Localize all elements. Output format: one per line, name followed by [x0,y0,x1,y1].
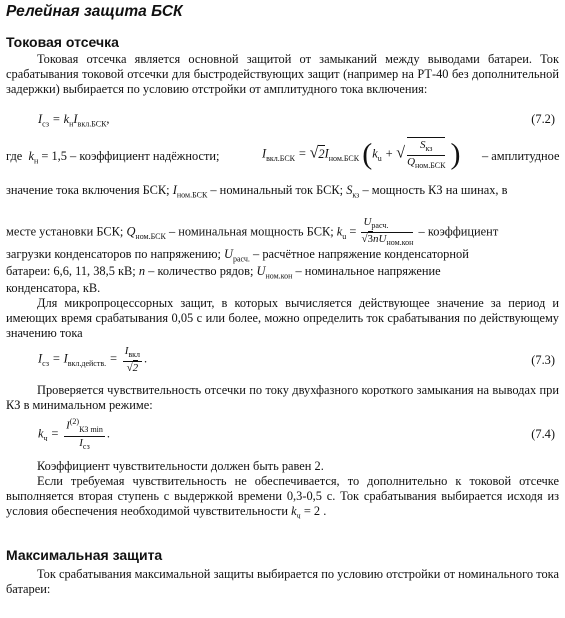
paragraph-intro: Токовая отсечка является основной защитой от замыканий между выводами батареи. Ток срабатывания токовой отсечки для быстродействующих защит (например на РТ-40 без дополнительной задержки) выбирается по условию отстройки от амплитудного тока включения: [6,52,559,96]
equation-inrush-current: $I_{вкл.БСК} = √2I_{ном.БСК}$ ($k_u$ + √ $\frac{S_{кз}}{Q_{ном.БСК}}$ ) [262,137,461,171]
page-title: Релейная защита БСК [6,3,183,20]
paragraph-second-stage: Если требуемая чувствительность не обеспечивается, то дополнительно к токовой отсечке выполняется вторая ступень с выдержкой времени 0,3-0,5 с. Ток срабатывания выбирается исходя из условия обеспечения необходимой чувствительности $k_ч = 2$ . [6,474,559,521]
section-heading-current-cutoff: Токовая отсечка [6,34,119,50]
where-line: где $k_н = 1,5$ – коэффициент надёжности; [6,149,220,166]
equation-7-3: $I_{сз} = I_{вкл.действ.}$ = $\frac{I_{вкл}}{√2}$ . [38,345,148,375]
definition-line-2: значение тока включения БСК; $I_{ном.БСК}$ – номинальный ток БСК; $S_{кз}$ – мощность КЗ на шинах, в [6,183,508,200]
equation-7-4: $k_ч$ = $\frac{I^{(2)}_{КЗ min}}{I_{сз}}$ . [38,417,110,452]
equation-number: (7.4) [531,427,555,441]
paragraph-sensitivity: Проверяется чувствительность отсечки по току двухфазного короткого замыкания на выводах при КЗ в минимальном режиме: [6,383,559,412]
definition-line-3: месте установки БСК; $Q_{ном.БСК}$ – номинальная мощность БСК; $k_u$ = $\frac{U_{расч.}}{√3nU_{ном.кон}}$ – коэффициент [6,216,499,248]
paragraph-coefficient: Коэффициент чувствительности должен быть равен 2. [37,459,324,473]
definition-line-5: батареи: 6,6, 11, 38,5 кВ; n – количество рядов; $U_{ном.кон}$ – номинальное напряжение [6,264,441,281]
equation-7-2: $I_{сз} = k_нI_{вкл.БСК}$, [38,112,110,129]
definition-line-6: конденсатора, кВ. [6,281,101,295]
equation-number: (7.2) [531,112,555,126]
definition-line-4: загрузки конденсаторов по напряжению; $U_{расч.}$ – расчётное напряжение конденсаторной [6,247,469,264]
section-heading-overcurrent: Максимальная защита [6,547,163,563]
where-line-tail: – амплитудное [482,149,560,163]
paragraph-microprocessor: Для микропроцессорных защит, в которых вычисляется действующее значение за период и имеющих время срабатывания 0,05 с или более, можно определить ток срабатывания по действующему значению тока [6,296,559,340]
equation-number: (7.3) [531,353,555,367]
paragraph-overcurrent: Ток срабатывания максимальной защиты выбирается по условию отстройки от номинального тока батареи: [6,567,559,596]
